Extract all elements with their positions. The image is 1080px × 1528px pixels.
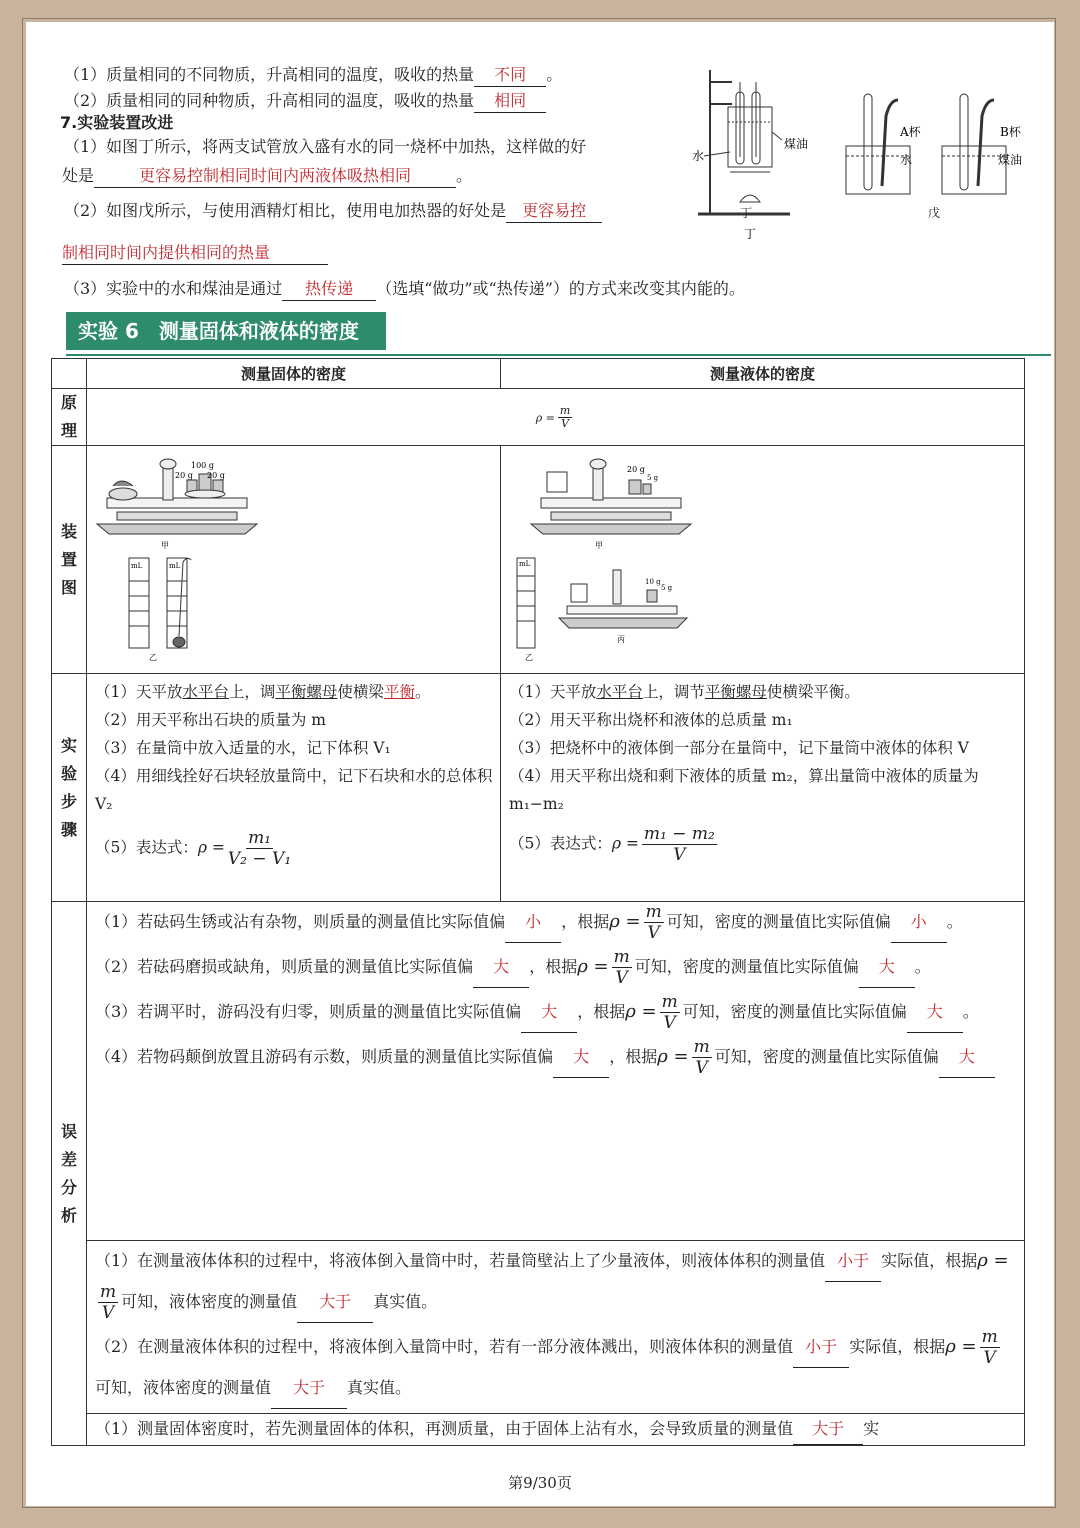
liquid-cyl-unit: mL bbox=[519, 560, 531, 568]
corner-cell bbox=[52, 359, 87, 389]
section-6-banner: 实验 6 测量固体和液体的密度 bbox=[66, 312, 386, 350]
line-1: （1）质量相同的不同物质，升高相同的温度，吸收的热量 不同 。 bbox=[64, 64, 562, 87]
row-steps-header: 实验步骤 bbox=[52, 674, 87, 902]
liquid-cap3: 丙 bbox=[617, 635, 625, 644]
solid-apparatus bbox=[87, 446, 501, 674]
density-table bbox=[51, 358, 1025, 1446]
solid-w20b: 20 g bbox=[207, 471, 225, 480]
liquid-apparatus bbox=[501, 446, 1025, 674]
solid-cap2: 乙 bbox=[149, 653, 157, 662]
solid-cyl-unit-1: mL bbox=[131, 562, 143, 570]
solid-cyl-unit-2: mL bbox=[169, 562, 181, 570]
liquid-steps bbox=[501, 674, 1025, 902]
fig-wu-a-cup: A杯 bbox=[900, 125, 921, 139]
solid-step-5: （5）表达式：ρ = $\frac{\text{m₁}}{\text{V₂ − V₁}}$ bbox=[95, 828, 292, 869]
error-solid-item-4: （4）若物码颠倒放置且游码有示数，则质量的测量值比实际值偏 大 ，根据ρ = $\frac{m}{V}$ 可知，密度的测量值比实际值偏 大 bbox=[95, 1037, 1016, 1078]
liquid-step-4: （4）用天平称出烧和剩下液体的质量 m₂，算出量筒中液体的质量为 m₁−m₂ bbox=[509, 767, 979, 813]
p2-line-a: （2）如图戊所示，与使用酒精灯相比，使用电加热器的好处是 更容易控 bbox=[64, 200, 602, 223]
rho-formula: ρ = $\frac{m}{V}$ bbox=[577, 947, 630, 988]
solid-steps bbox=[87, 674, 501, 902]
liquid-cap1: 甲 bbox=[595, 541, 603, 550]
fig-ding-oil: 煤油 bbox=[784, 137, 809, 151]
error-last bbox=[87, 1414, 1025, 1446]
liquid-w10: 10 g bbox=[645, 578, 661, 586]
error-solid-item-3: （3）若调平时，游码没有归零，则质量的测量值比实际值偏 大 ，根据ρ = $\frac{m}{V}$ 可知，密度的测量值比实际值偏 大 。 bbox=[95, 992, 979, 1033]
liquid-step-3: （3）把烧杯中的液体倒一部分在量筒中，记下量筒中液体的体积 V bbox=[509, 739, 969, 757]
error-solid-item-1: （1）若砝码生锈或沾有杂物，则质量的测量值比实际值偏 小 ，根据ρ = $\frac{m}{V}$ 可知，密度的测量值比实际值偏 小 。 bbox=[95, 902, 963, 943]
principle-formula: ρ = $\frac{m}{V}$ bbox=[87, 389, 1025, 446]
fig-wu-water: 水 bbox=[900, 153, 913, 167]
col-solid-header: 测量固体的密度 bbox=[87, 359, 501, 389]
page bbox=[26, 22, 1054, 1506]
caption-ding: 丁 bbox=[740, 206, 753, 220]
p3-line: （3）实验中的水和煤油是通过 热传递 （选填“做功”或“热传递”）的方式来改变其内能的。 bbox=[64, 278, 745, 301]
col-liquid-header: 测量液体的密度 bbox=[501, 359, 1025, 389]
banner-underline bbox=[66, 354, 1051, 356]
line-2: （2）质量相同的同种物质，升高相同的温度，吸收的热量 相同 bbox=[64, 90, 546, 113]
rho-formula: ρ = $\frac{m}{V}$ bbox=[625, 992, 678, 1033]
page-footer: 第9/30页 bbox=[508, 1474, 572, 1492]
fig-wu-b-cup: B杯 bbox=[1000, 125, 1021, 139]
row-apparatus-header: 装置图 bbox=[52, 446, 87, 674]
figure-wu bbox=[838, 86, 1038, 201]
liquid-w20: 20 g bbox=[627, 465, 645, 474]
figure-ding bbox=[690, 62, 810, 241]
rho-formula: ρ = $\frac{m}{V}$ bbox=[609, 902, 662, 943]
section-7-title: 7.实验装置改进 bbox=[60, 113, 174, 132]
solid-apparatus-figure bbox=[87, 446, 287, 664]
liquid-w5b: 5 g bbox=[661, 584, 673, 592]
fig-ding-water: 水 bbox=[692, 149, 705, 163]
row-error-header: 误差分析 bbox=[52, 902, 87, 1446]
fig-ding-caption: 丁 bbox=[744, 227, 757, 241]
error-liquid bbox=[87, 1241, 1025, 1414]
error-liquid-item-2: （2）在测量液体体积的过程中，将液体倒入量筒中时，若有一部分液体溅出，则液体体积的测量值 小于 实际值，根据ρ = $\frac{m}{V}$ 可知，液体密度的测量值 大于 真实值。 bbox=[95, 1327, 1016, 1409]
caption-wu: 戊 bbox=[928, 206, 941, 220]
rho-formula: ρ = $\frac{m}{V}$ bbox=[100, 1250, 1009, 1323]
solid-step-3: （3）在量筒中放入适量的水，记下体积 V₁ bbox=[95, 739, 391, 757]
liquid-step-1: （1）天平放水平台上，调节平衡螺母使横梁平衡。 bbox=[509, 683, 860, 701]
p1-line-a: （1）如图丁所示，将两支试管放入盛有水的同一烧杯中加热，这样做的好 bbox=[64, 137, 587, 156]
solid-step-4: （4）用细线拴好石块轻放量筒中，记下石块和水的总体积 V₂ bbox=[95, 767, 493, 813]
error-last-line: （1）测量固体密度时，若先测量固体的体积，再测质量，由于固体上沾有水，会导致质量的测量值 大于 实 bbox=[87, 1414, 1024, 1445]
solid-w100: 100 g bbox=[191, 461, 214, 470]
p1-line-b: 处是 更容易控制相同时间内两液体吸热相同 。 bbox=[62, 165, 472, 188]
error-solid-item-2: （2）若砝码磨损或缺角，则质量的测量值比实际值偏 大 ，根据ρ = $\frac{m}{V}$ 可知，密度的测量值比实际值偏 大 。 bbox=[95, 947, 931, 988]
solid-cap1: 甲 bbox=[161, 541, 169, 550]
rho-formula: ρ = $\frac{m}{V}$ bbox=[945, 1327, 998, 1368]
fig-wu-oil: 煤油 bbox=[998, 153, 1023, 167]
solid-step-1: （1）天平放水平台上，调平衡螺母使横梁平衡。 bbox=[95, 683, 431, 701]
rho-formula: ρ = $\frac{m}{V}$ bbox=[657, 1037, 710, 1078]
liquid-w5: 5 g bbox=[647, 474, 659, 482]
p2-line-b: 制相同时间内提供相同的热量 bbox=[62, 242, 328, 265]
solid-w20a: 20 g bbox=[175, 471, 193, 480]
row-principle-header: 原理 bbox=[52, 389, 87, 446]
solid-step-2: （2）用天平称出石块的质量为 m bbox=[95, 711, 326, 729]
liquid-step-5: （5）表达式：ρ = $\frac{\text{m₁ − m₂}}{V}$ bbox=[509, 824, 715, 865]
liquid-step-2: （2）用天平称出烧杯和液体的总质量 m₁ bbox=[509, 711, 793, 729]
liquid-cap2: 乙 bbox=[525, 653, 533, 662]
error-liquid-list bbox=[87, 1241, 1024, 1409]
error-solid-list bbox=[87, 902, 1024, 1078]
error-solid bbox=[87, 902, 1025, 1241]
liquid-apparatus-figure bbox=[501, 446, 701, 664]
error-liquid-item-1: （1）在测量液体体积的过程中，将液体倒入量筒中时，若量筒壁沾上了少量液体，则液体体积的测量值 小于 实际值，根据ρ = $\frac{m}{V}$ 可知，液体密度的测量值 大于 真实值。 bbox=[95, 1241, 1016, 1323]
